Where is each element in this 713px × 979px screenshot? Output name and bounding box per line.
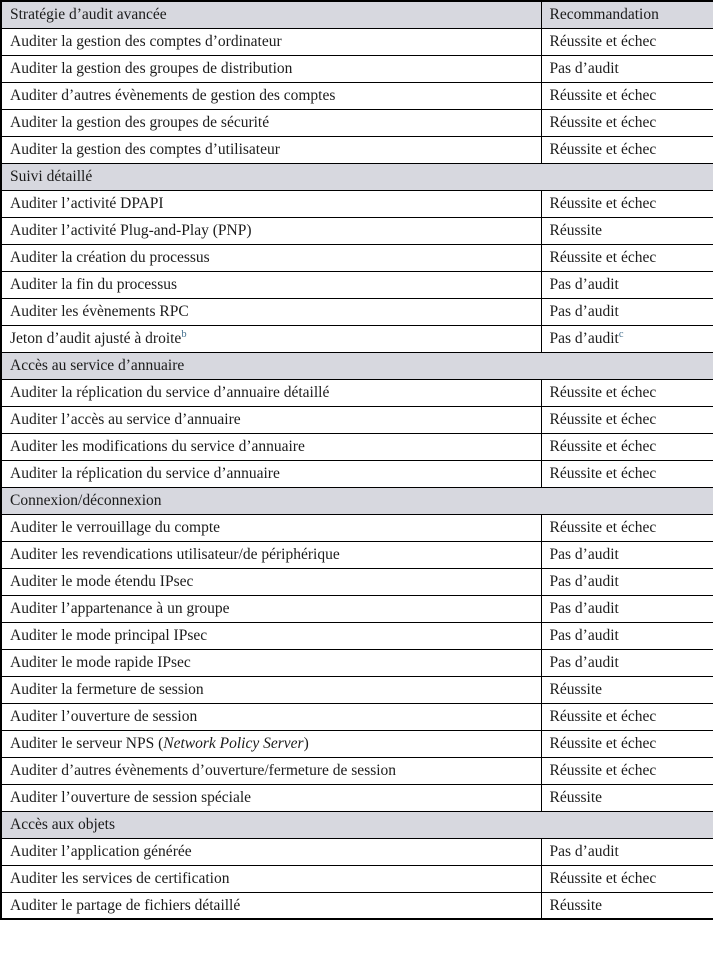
policy-row xyxy=(1,595,713,622)
policy-text: Auditer le partage de fichiers détaillé xyxy=(10,896,241,914)
section-header-row xyxy=(1,487,713,514)
recommendation-text: Réussite et échec xyxy=(549,249,657,266)
italic-text: Network Policy Server xyxy=(163,735,304,752)
recommendation-cell xyxy=(541,892,713,919)
recommendation-cell xyxy=(541,730,713,757)
policy-row xyxy=(1,838,713,865)
policy-row xyxy=(1,244,713,271)
policy-row xyxy=(1,541,713,568)
policy-text: Auditer l’ouverture de session spéciale xyxy=(10,789,252,806)
policy-cell xyxy=(1,379,541,406)
policy-text: Auditer la gestion des comptes d’utilisateur xyxy=(10,141,280,158)
column-header-recommendation: Recommandation xyxy=(541,1,713,28)
recommendation-cell xyxy=(541,325,713,352)
policy-row xyxy=(1,649,713,676)
policy-text: Auditer l’application générée xyxy=(10,843,192,860)
policy-text: Auditer les modifications du service d’annuaire xyxy=(10,438,305,455)
section-title: Accès au service d’annuaire xyxy=(1,352,713,379)
policy-text: Auditer les services de certification xyxy=(10,870,230,887)
policy-row xyxy=(1,217,713,244)
policy-cell xyxy=(1,541,541,568)
policy-text: Auditer la réplication du service d’annuaire détaillé xyxy=(10,384,330,401)
recommendation-cell xyxy=(541,244,713,271)
section-header-row xyxy=(1,163,713,190)
recommendation-cell xyxy=(541,55,713,82)
recommendation-cell xyxy=(541,568,713,595)
policy-cell xyxy=(1,838,541,865)
text-part: ) xyxy=(303,735,309,752)
text-part: Auditer le serveur NPS ( xyxy=(10,735,164,752)
policy-text: Auditer le mode rapide IPsec xyxy=(10,654,191,671)
footnote-marker: c xyxy=(618,328,624,340)
recommendation-text: Réussite et échec xyxy=(549,519,657,536)
policy-text: Auditer le mode étendu IPsec xyxy=(10,573,194,590)
recommendation-cell xyxy=(541,514,713,541)
recommendation-cell xyxy=(541,757,713,784)
recommendation-cell xyxy=(541,622,713,649)
recommendation-text: Réussite et échec xyxy=(549,708,657,725)
policy-row xyxy=(1,271,713,298)
recommendation-cell xyxy=(541,379,713,406)
policy-cell xyxy=(1,433,541,460)
table-body xyxy=(1,28,713,919)
policy-row xyxy=(1,190,713,217)
policy-text: Auditer l’activité Plug-and-Play (PNP) xyxy=(10,222,252,239)
recommendation-cell xyxy=(541,676,713,703)
policy-text: Auditer le mode principal IPsec xyxy=(10,627,208,644)
policy-row xyxy=(1,703,713,730)
policy-cell xyxy=(1,82,541,109)
recommendation-text: Réussite et échec xyxy=(549,114,657,131)
policy-cell xyxy=(1,730,541,757)
policy-cell xyxy=(1,595,541,622)
recommendation-cell xyxy=(541,703,713,730)
policy-cell xyxy=(1,460,541,487)
recommendation-cell xyxy=(541,298,713,325)
recommendation-text: Réussite et échec xyxy=(549,33,657,50)
recommendation-cell xyxy=(541,28,713,55)
policy-cell xyxy=(1,271,541,298)
policy-cell xyxy=(1,865,541,892)
recommendation-text: Réussite et échec xyxy=(549,735,657,752)
recommendation-cell xyxy=(541,217,713,244)
recommendation-cell xyxy=(541,838,713,865)
recommendation-cell xyxy=(541,109,713,136)
policy-row xyxy=(1,460,713,487)
recommendation-text: Pas d’audit xyxy=(549,627,619,644)
policy-cell xyxy=(1,190,541,217)
recommendation-text: Réussite et échec xyxy=(549,870,657,887)
policy-cell xyxy=(1,649,541,676)
policy-text: Auditer d’autres évènements de gestion des comptes xyxy=(10,87,336,104)
table-header-row xyxy=(1,1,713,28)
policy-row xyxy=(1,892,713,919)
policy-row xyxy=(1,28,713,55)
policy-cell xyxy=(1,568,541,595)
policy-cell xyxy=(1,136,541,163)
policy-row xyxy=(1,379,713,406)
policy-cell xyxy=(1,55,541,82)
policy-text: Auditer l’accès au service d’annuaire xyxy=(10,411,241,428)
recommendation-cell xyxy=(541,541,713,568)
recommendation-text: Réussite et échec xyxy=(549,762,657,779)
policy-text: Auditer la gestion des groupes de sécurité xyxy=(10,114,270,131)
section-title: Suivi détaillé xyxy=(1,163,713,190)
policy-row xyxy=(1,730,713,757)
policy-cell xyxy=(1,514,541,541)
policy-cell xyxy=(1,757,541,784)
recommendation-text: Pas d’audit xyxy=(549,60,619,77)
policy-cell xyxy=(1,28,541,55)
policy-cell xyxy=(1,217,541,244)
section-title: Connexion/déconnexion xyxy=(1,487,713,514)
recommendation-cell xyxy=(541,190,713,217)
policy-row xyxy=(1,676,713,703)
policy-cell xyxy=(1,622,541,649)
policy-row xyxy=(1,406,713,433)
policy-text: Auditer les revendications utilisateur/de périphérique xyxy=(10,546,340,563)
recommendation-text: Réussite et échec xyxy=(549,195,657,212)
policy-row xyxy=(1,757,713,784)
recommendation-text: Réussite et échec xyxy=(549,465,657,482)
policy-row xyxy=(1,325,713,352)
recommendation-cell xyxy=(541,433,713,460)
recommendation-text: Pas d’audit xyxy=(549,276,619,293)
policy-row xyxy=(1,109,713,136)
policy-row xyxy=(1,568,713,595)
policy-row xyxy=(1,514,713,541)
policy-cell xyxy=(1,676,541,703)
policy-text: Auditer le verrouillage du compte xyxy=(10,519,221,536)
policy-text: Auditer les évènements RPC xyxy=(10,303,189,320)
footnote-marker: b xyxy=(181,328,187,340)
policy-row xyxy=(1,622,713,649)
policy-text: Auditer la création du processus xyxy=(10,249,210,266)
recommendation-cell xyxy=(541,136,713,163)
policy-cell xyxy=(1,244,541,271)
recommendation-cell xyxy=(541,595,713,622)
policy-text: Auditer la gestion des comptes d’ordinateur xyxy=(10,33,282,50)
recommendation-text: Pas d’audit xyxy=(549,654,619,671)
policy-row xyxy=(1,136,713,163)
policy-row xyxy=(1,298,713,325)
recommendation-text: Réussite et échec xyxy=(549,438,657,455)
policy-text: Auditer la fermeture de session xyxy=(10,681,204,698)
recommendation-text: Pas d’audit xyxy=(549,546,619,563)
policy-cell xyxy=(1,298,541,325)
recommendation-text: Réussite et échec xyxy=(549,384,657,401)
policy-text: Auditer l’activité DPAPI xyxy=(10,195,164,212)
recommendation-cell xyxy=(541,649,713,676)
policy-row xyxy=(1,82,713,109)
policy-cell xyxy=(1,109,541,136)
column-header-policy: Stratégie d’audit avancée xyxy=(1,1,541,28)
recommendation-text: Pas d’audit xyxy=(549,330,619,347)
policy-cell xyxy=(1,406,541,433)
recommendation-cell xyxy=(541,271,713,298)
policy-cell xyxy=(1,892,541,919)
policy-cell xyxy=(1,703,541,730)
recommendation-text: Pas d’audit xyxy=(549,843,619,860)
policy-text: Jeton d’audit ajusté à droite xyxy=(10,330,182,347)
recommendation-text: Réussite et échec xyxy=(549,141,657,158)
policy-cell xyxy=(1,325,541,352)
policy-row xyxy=(1,784,713,811)
section-header-row xyxy=(1,352,713,379)
recommendation-text: Réussite et échec xyxy=(549,87,657,104)
recommendation-text: Réussite xyxy=(549,789,603,806)
recommendation-cell xyxy=(541,865,713,892)
recommendation-text: Pas d’audit xyxy=(549,600,619,617)
recommendation-text: Réussite xyxy=(549,896,603,914)
policy-row xyxy=(1,865,713,892)
policy-text: Auditer d’autres évènements d’ouverture/fermeture de session xyxy=(10,762,397,779)
policy-cell xyxy=(1,784,541,811)
policy-row xyxy=(1,55,713,82)
policy-text: Auditer l’appartenance à un groupe xyxy=(10,600,230,617)
policy-row xyxy=(1,433,713,460)
recommendation-cell xyxy=(541,82,713,109)
policy-text: Auditer la réplication du service d’annuaire xyxy=(10,465,280,482)
recommendation-cell xyxy=(541,784,713,811)
recommendation-text: Réussite xyxy=(549,681,603,698)
recommendation-text: Réussite et échec xyxy=(549,411,657,428)
section-title: Accès aux objets xyxy=(1,811,713,838)
recommendation-text: Pas d’audit xyxy=(549,303,619,320)
recommendation-text: Réussite xyxy=(549,222,603,239)
policy-text: Auditer l’ouverture de session xyxy=(10,708,198,725)
policy-text: Auditer la gestion des groupes de distribution xyxy=(10,60,293,77)
recommendation-text: Pas d’audit xyxy=(549,573,619,590)
recommendation-cell xyxy=(541,406,713,433)
section-header-row xyxy=(1,811,713,838)
policy-text: Auditer la fin du processus xyxy=(10,276,178,293)
recommendation-cell xyxy=(541,460,713,487)
table-head xyxy=(1,1,713,28)
